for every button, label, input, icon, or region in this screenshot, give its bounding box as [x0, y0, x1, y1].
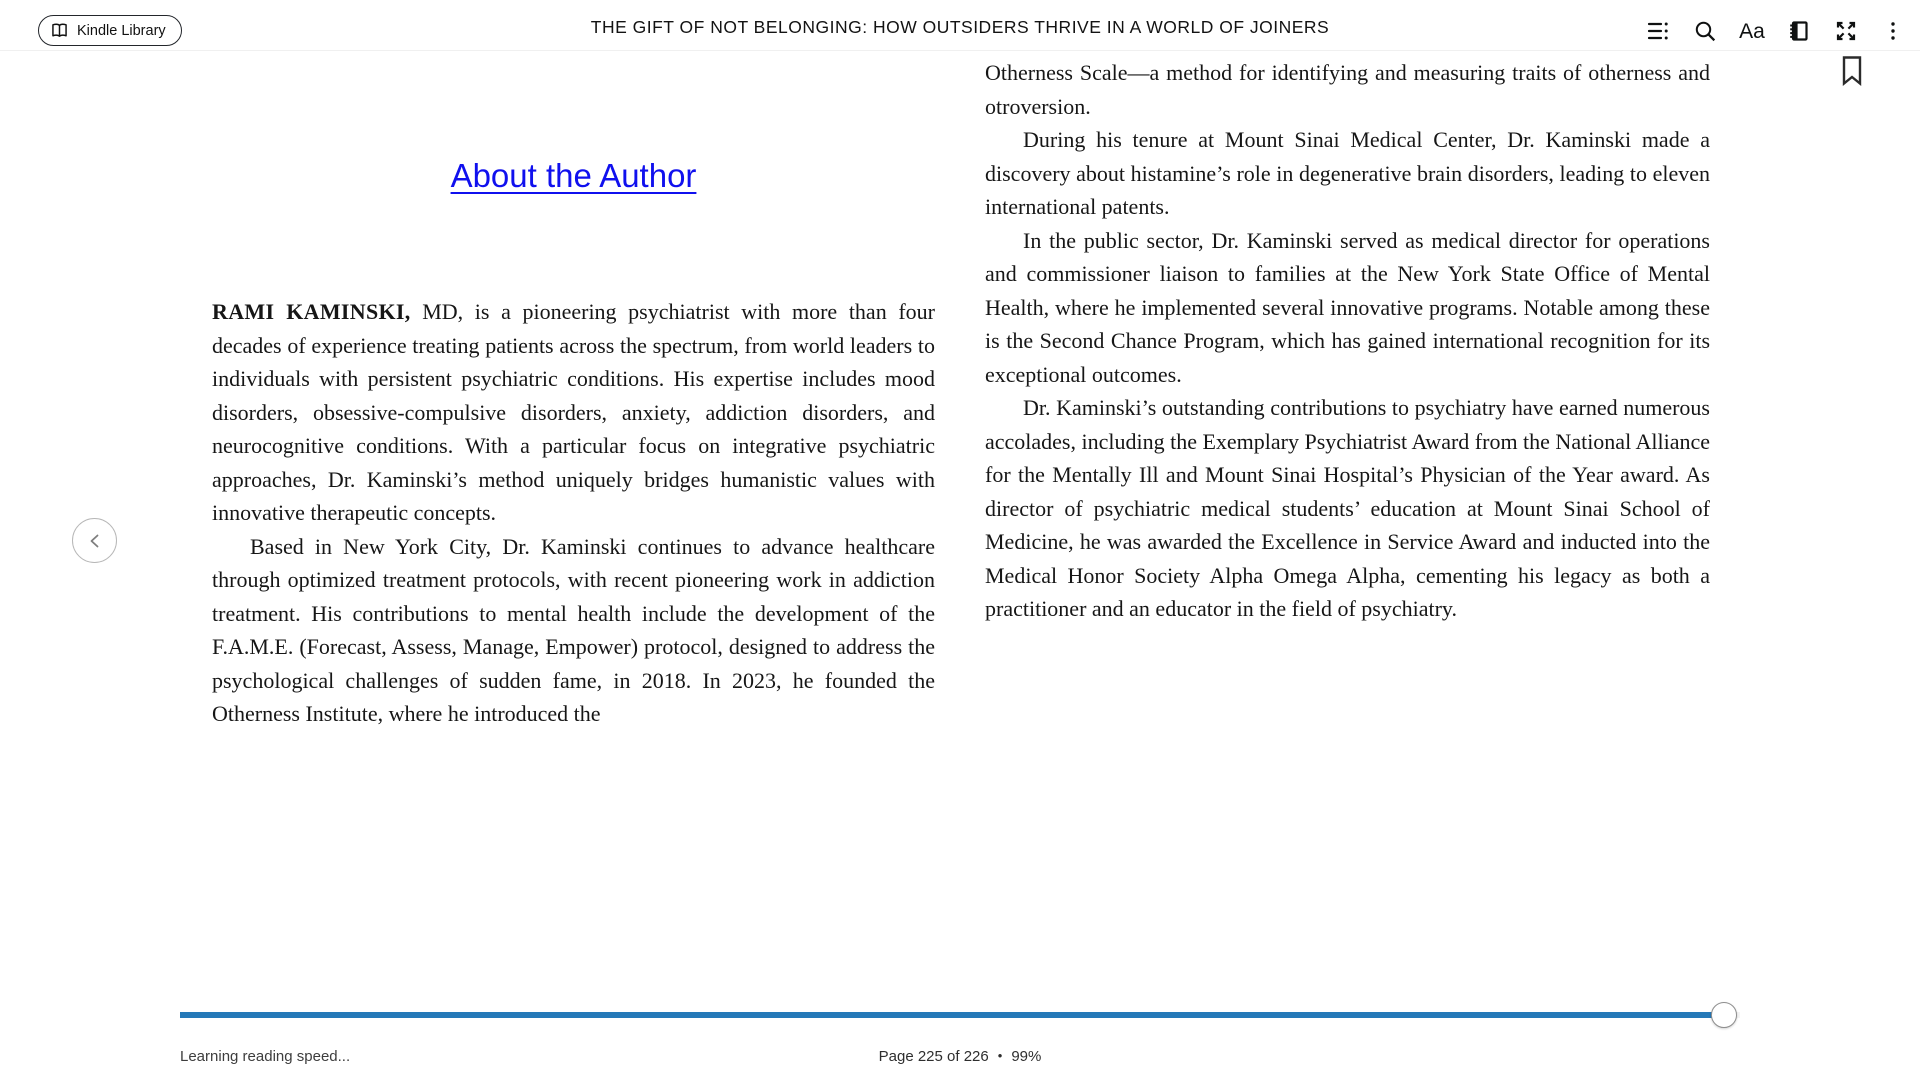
paragraph-text: MD, is a pioneering psychiatrist with more than four decades of experience treating patients across the spectrum, from world leaders to individuals with persistent psychiatric conditions. His expertise includes mood disorders, obsessive-compulsive disorders, anxiety, addiction disorders, and neurocognitive conditions. With a particular focus on integrative psychiatric approaches, Dr. Kaminski’s method uniquely bridges humanistic values with innovative therapeutic concepts.	[212, 299, 935, 525]
right-column	[985, 56, 1710, 626]
chapter-heading-link[interactable]: About the Author	[450, 157, 697, 194]
overflow-menu-icon	[1881, 19, 1905, 43]
toolbar-icon-group	[1645, 18, 1906, 44]
progress-slider-handle[interactable]	[1711, 1002, 1737, 1028]
left-column	[212, 62, 935, 731]
bullet-separator: •	[997, 1048, 1003, 1063]
font-settings-icon: Aa	[1739, 19, 1765, 43]
side-panel-button[interactable]	[1786, 18, 1812, 44]
kindle-library-label: Kindle Library	[77, 22, 166, 39]
page-number-text: Page 225 of 226	[878, 1048, 989, 1065]
search-icon	[1693, 19, 1717, 43]
fullscreen-button[interactable]	[1833, 18, 1859, 44]
overflow-menu-button[interactable]	[1880, 18, 1906, 44]
percent-read: 99%	[1011, 1048, 1042, 1065]
top-toolbar	[0, 0, 1920, 51]
author-name-lead: RAMI KAMINSKI,	[212, 299, 411, 324]
author-bio-paragraph-2: Based in New York City, Dr. Kaminski continues to advance healthcare through optimized treatment protocols, with recent pioneering work in addiction treatment. His contributions to mental health include the development of the F.A.M.E. (Forecast, Assess, Manage, Empower) protocol, designed to address the psychological challenges of sudden fame, in 2018. In 2023, he founded the Otherness Institute, where he introduced the	[212, 533, 935, 726]
search-button[interactable]	[1692, 18, 1718, 44]
toc-icon	[1646, 19, 1670, 43]
font-settings-button[interactable]	[1739, 18, 1765, 44]
toc-button[interactable]	[1645, 18, 1671, 44]
author-bio-paragraph-6: Dr. Kaminski’s outstanding contributions to psychiatry have earned numerous accolades, including the Exemplary Psychiatrist Award from the National Alliance for the Mentally Ill and Mount Sinai Hospital’s Physician of the Year award. As director of psychiatric medical students’ education at Mount Sinai School of Medicine, he was awarded the Excellence in Service Award and inducted into the Medical Honor Society Alpha Omega Alpha, cementing his legacy as both a practitioner and an educator in the field of psychiatry.	[985, 395, 1710, 621]
book-title: THE GIFT OF NOT BELONGING: HOW OUTSIDERS THRIVE IN A WORLD OF JOINERS	[590, 17, 1330, 37]
previous-page-button[interactable]	[72, 518, 117, 563]
side-panel-icon	[1787, 19, 1811, 43]
author-bio-paragraph-5: In the public sector, Dr. Kaminski served as medical director for operations and commissioner liaison to families at the New York State Office of Mental Health, where he implemented several innovative programs. Notable among these is the Second Chance Program, which has gained international recognition for its exceptional outcomes.	[985, 227, 1710, 387]
fullscreen-icon	[1834, 19, 1858, 43]
chevron-left-icon	[83, 529, 107, 553]
progress-bar-track[interactable]	[180, 1012, 1740, 1018]
author-bio-paragraph-3: Otherness Scale—a method for identifying and measuring traits of otherness and otroversion.	[985, 60, 1710, 119]
progress-bar-fill	[180, 1012, 1724, 1018]
author-bio-paragraph-4: During his tenure at Mount Sinai Medical Center, Dr. Kaminski made a discovery about histamine’s role in degenerative brain disorders, leading to eleven international patents.	[985, 127, 1710, 219]
author-bio-paragraph-1	[212, 295, 935, 530]
page-info	[0, 1048, 1920, 1065]
bookmark-button[interactable]	[1840, 56, 1864, 88]
reading-speed-status: Learning reading speed...	[180, 1048, 351, 1065]
bookmark-icon	[1841, 56, 1863, 86]
